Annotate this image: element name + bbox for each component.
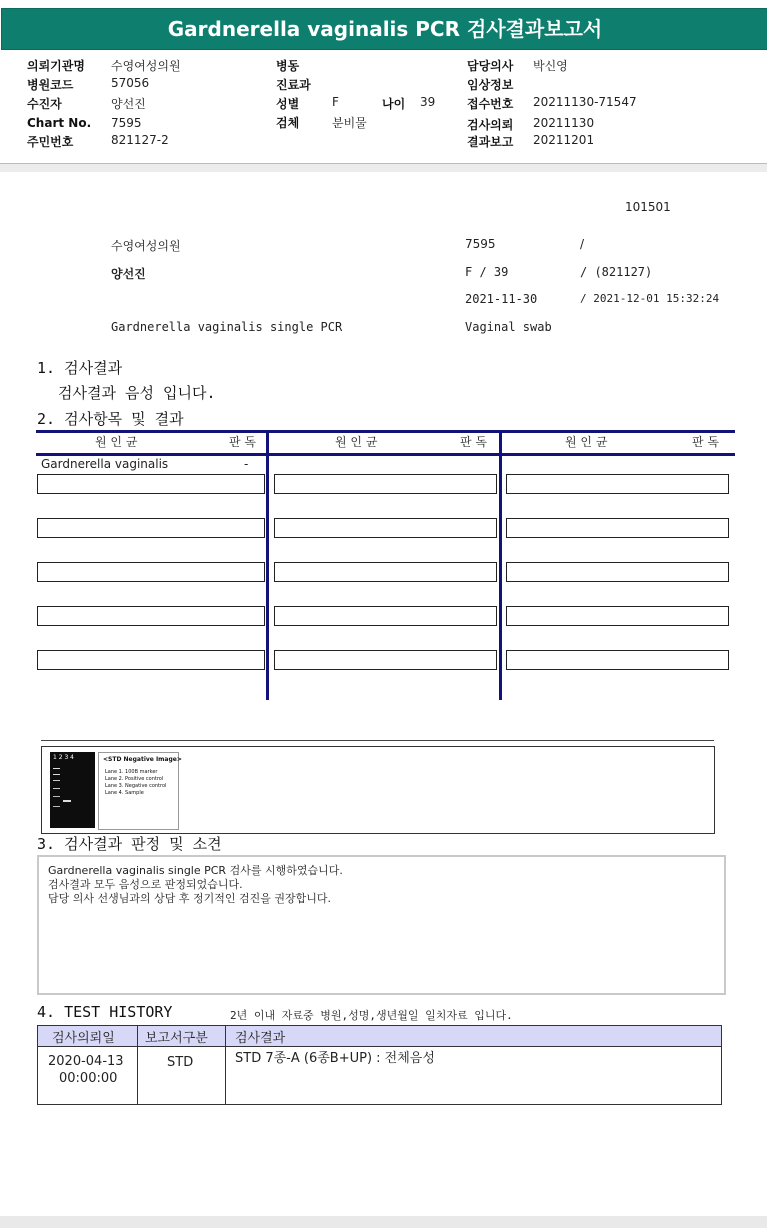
history-time: 00:00:00 (59, 1071, 118, 1086)
value-request-date: 20211130 (533, 116, 595, 130)
label-sex: 성별 (276, 97, 300, 111)
empty-cell (506, 650, 729, 670)
info-institution: 수영여성의원 (111, 239, 181, 253)
value-hospital-code: 57056 (111, 76, 150, 90)
history-header-row (37, 1025, 722, 1047)
label-patient: 수진자 (27, 97, 62, 111)
info-birth: / (821127) (580, 265, 653, 279)
label-report-date: 결과보고 (467, 135, 514, 149)
section1-title: 1. 검사결과 (37, 359, 123, 377)
empty-cell (37, 650, 265, 670)
col-judgment-3: 판 독 (692, 435, 719, 449)
history-result: STD 7종-A (6종B+UP) : 전체음성 (235, 1051, 435, 1066)
empty-cell (506, 474, 729, 494)
label-clinical-info: 임상정보 (467, 78, 514, 92)
section3-title: 3. 검사결과 판정 및 소견 (37, 835, 222, 853)
gel-legend-line: Lane 1. 100B marker (105, 769, 158, 775)
report-title: Gardnerella vaginalis PCR 검사결과보고서 (167, 17, 603, 41)
value-age: 39 (420, 95, 436, 109)
info-patient-name: 양선진 (111, 267, 146, 281)
page-footer (0, 1216, 767, 1228)
label-specimen: 검체 (276, 116, 300, 130)
history-note: 2년 이내 자료중 병원,성명,생년월일 일치자료 입니다. (230, 1009, 513, 1022)
info-collect-date: 2021-11-30 (465, 292, 538, 306)
report-title-bar (1, 8, 767, 50)
history-col-type: 보고서구분 (145, 1031, 208, 1046)
history-type: STD (167, 1055, 194, 1070)
section1-result: 검사결과 음성 입니다. (58, 384, 216, 402)
info-test-name: Gardnerella vaginalis single PCR (111, 320, 343, 334)
empty-cell (506, 606, 729, 626)
section4-title: 4. TEST HISTORY (37, 1003, 173, 1021)
empty-cell (37, 562, 265, 582)
empty-cell (274, 518, 497, 538)
value-chart-no: 7595 (111, 116, 142, 130)
value-specimen: 분비물 (332, 116, 367, 130)
gel-image-legend (98, 752, 182, 830)
info-specimen: Vaginal swab (465, 320, 552, 334)
col-judgment-1: 판 독 (229, 435, 256, 449)
info-report-datetime: / 2021-12-01 15:32:24 (580, 292, 720, 305)
history-col-result: 검사결과 (235, 1031, 286, 1046)
results-grid-header (36, 430, 735, 456)
value-institution: 수영여성의원 (111, 59, 181, 73)
label-age: 나이 (382, 97, 406, 111)
section2-title: 2. 검사항목 및 결과 (37, 410, 184, 428)
col-pathogen-2: 원 인 균 (335, 435, 378, 449)
report-code: 101501 (625, 200, 671, 214)
info-chart-no: 7595 (465, 237, 496, 251)
label-department: 진료과 (276, 78, 311, 92)
empty-cell (506, 518, 729, 538)
value-doctor: 박신영 (533, 59, 568, 73)
opinion-line: Gardnerella vaginalis single PCR 검사를 시행하였습니다. (48, 864, 343, 877)
opinion-line: 담당 의사 선생님과의 상담 후 정기적인 검진을 권장합니다. (48, 892, 331, 905)
value-receipt-no: 20211130-71547 (533, 95, 637, 109)
value-patient: 양선진 (111, 97, 146, 111)
gel-legend-line: Lane 4. Sample (105, 790, 144, 796)
empty-cell (274, 562, 497, 582)
label-institution: 의뢰기관명 (27, 59, 85, 73)
gel-legend-line: Lane 3. Negative control (105, 783, 167, 789)
value-sex: F (332, 95, 339, 109)
opinion-line: 검사결과 모두 음성으로 판정되었습니다. (48, 878, 243, 891)
header-divider (0, 163, 767, 172)
opinion-box (37, 855, 726, 995)
history-date: 2020-04-13 (48, 1054, 124, 1069)
gel-lane-numbers: 1 2 3 4 (53, 754, 74, 761)
label-doctor: 담당의사 (467, 59, 514, 73)
empty-cell (37, 474, 265, 494)
empty-cell (37, 518, 265, 538)
pathogen-result: - (244, 457, 249, 471)
label-receipt-no: 접수번호 (467, 97, 514, 111)
col-pathogen-3: 원 인 균 (565, 435, 608, 449)
pathogen-name: Gardnerella vaginalis (41, 457, 169, 471)
label-ward: 병동 (276, 59, 300, 73)
gel-legend-title: <STD Negative Image> (103, 756, 182, 763)
info-sex-age: F / 39 (465, 265, 509, 279)
label-hospital-code: 병원코드 (27, 78, 74, 92)
gel-legend-line: Lane 2. Positive control (105, 776, 164, 782)
image-top-rule (41, 740, 714, 741)
empty-cell (274, 650, 497, 670)
empty-cell (274, 606, 497, 626)
history-col-date: 검사의뢰일 (52, 1031, 115, 1046)
empty-cell (274, 474, 497, 494)
empty-cell (37, 606, 265, 626)
col-judgment-2: 판 독 (460, 435, 487, 449)
info-slash: / (580, 237, 585, 251)
label-resident-no: 주민번호 (27, 135, 74, 149)
grid-divider-1 (266, 430, 269, 700)
empty-cell (506, 562, 729, 582)
value-report-date: 20211201 (533, 133, 595, 147)
col-pathogen-1: 원 인 균 (95, 435, 138, 449)
value-resident-no: 821127-2 (111, 133, 169, 147)
gel-electrophoresis-image (50, 752, 95, 828)
label-request-date: 검사의뢰 (467, 118, 514, 132)
grid-divider-2 (499, 430, 502, 700)
label-chart-no: Chart No. (27, 116, 92, 130)
